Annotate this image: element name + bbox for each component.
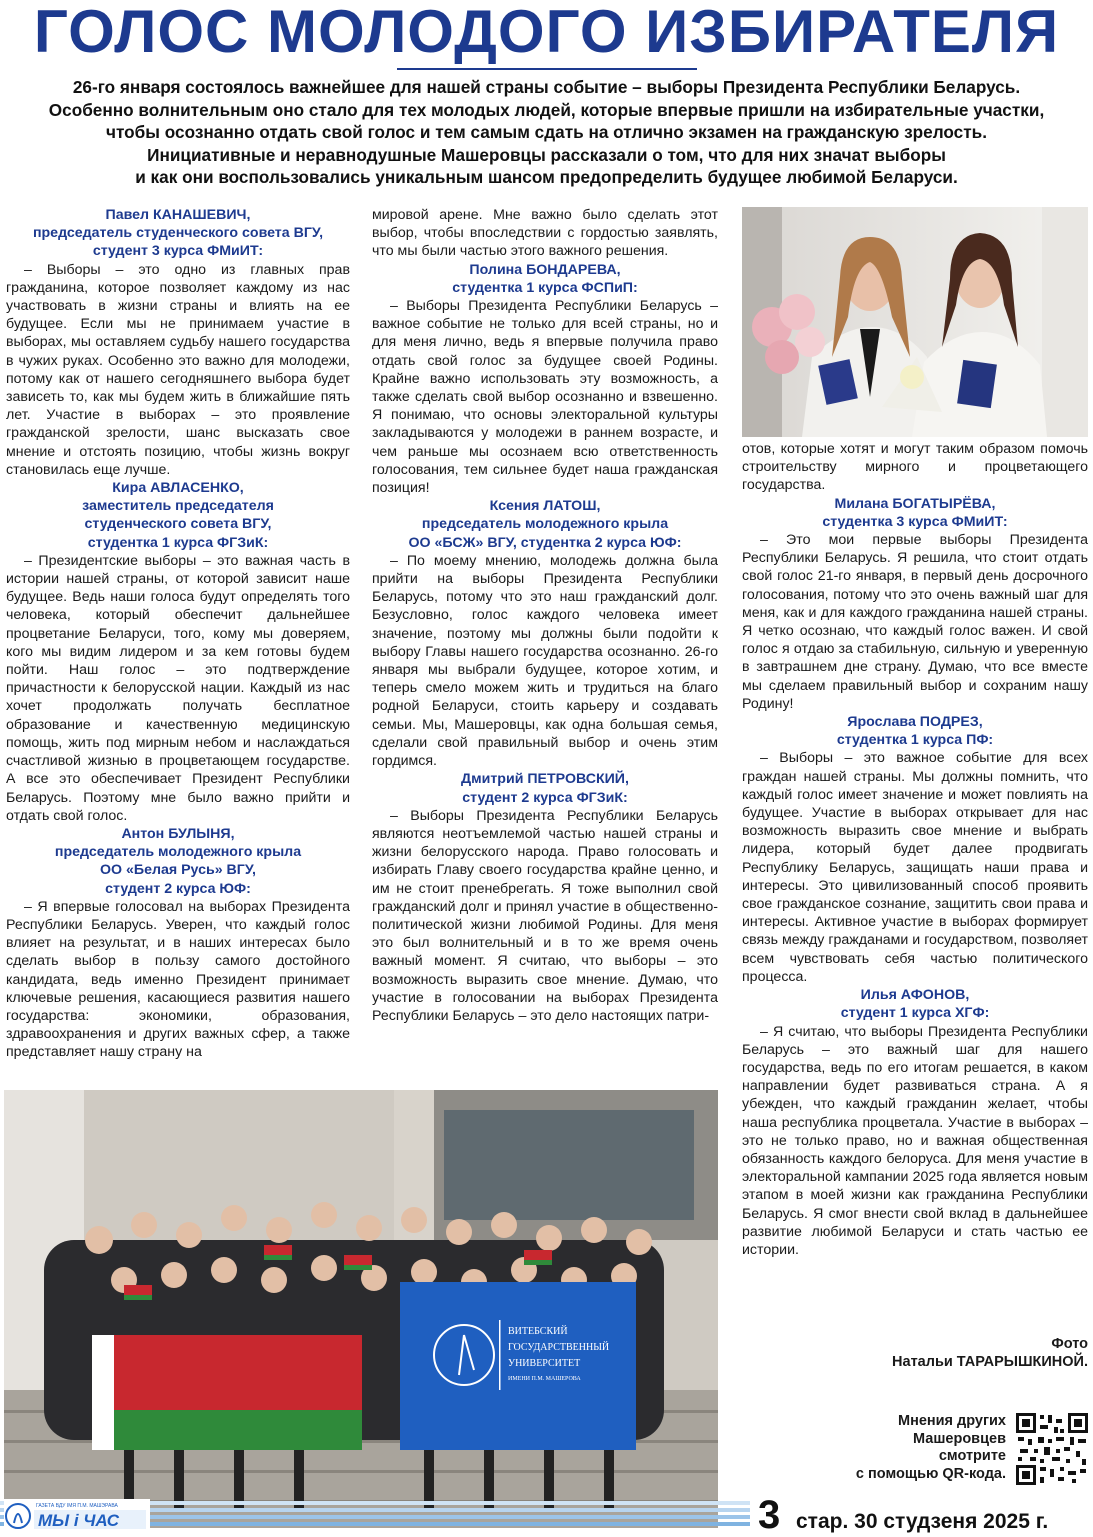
photo-credit [742, 1335, 1088, 1371]
speaker-name: Полина БОНДАРЕВА, [469, 261, 621, 278]
speaker-name: Кира АВЛАСЕНКО, [112, 480, 244, 497]
speaker-name: Ярослава ПОДРЕЗ, [847, 714, 983, 731]
speaker-course: студент 3 курса ФМиИТ: [92, 243, 264, 260]
quote-continuation: отов, которые хотят и могут таким образом помочь строительству мирного и процветающего государства. [742, 441, 1088, 494]
issue-date: стар. 30 студзеня 2025 г. [796, 1510, 1049, 1533]
newspaper-logo[interactable] [4, 1499, 150, 1531]
quote-text: – Я считаю, что выборы Президента Республики Беларусь – это важный шаг для нашего государства, ведь по его итогам решается, в каком направлении будет развиваться страна. А я убежден, что каждый гражданин желает, чтобы наша республика процветала. Участие в выборах – это не только право, но и важная общественная обязанность каждого белоруса. Для меня участие в электоральной кампании 2025 года является новым этапом в моей жизни как гражданина Республики Беларусь. Я смог внести свой вклад в дальнейшее развитие любимой Беларуси и стать частью ее истории. [742, 1023, 1088, 1258]
group-illustration [4, 1090, 718, 1528]
lead-line: Инициативные и неравнодушные Машеровцы рассказали о том, что для них значат выборы [147, 144, 946, 165]
column-2 [372, 206, 718, 1025]
quote-text: – Это мои первые выборы Президента Республики Беларусь. Я решила, что стоит отдать свой голос 21-го января, в первый день досрочного голосования, потому что это очень важный шаг для меня, как и для каждого гражданина нашей страны. Я четко осознаю, что каждый голос важен. И свой голос я отдаю за стабильную, сильную и уверенную в завтрашнем дне страну. Думаю, что все вместе мы сделаем правильный выбор и сохраним нашу Родину! [742, 532, 1088, 712]
quote-text: – По моему мнению, молодежь должна была прийти на выборы Президента Республики Беларусь, потому что это наш гражданский долг. Безусловно, голос каждого человека имеет значение, поэтому мы должны были подойти к выбору Главы нашего государства осознанно. 26-го января мы выбрали будущее, которое хотим, и теперь смело можем жить и трудиться на благо родной Беларуси, стоить карьеру и создавать семьи. Мы, Машеровцы, как одна большая семья, сделали свой правильный выбор и очень этим гордимся. [372, 552, 718, 770]
students-photo [742, 207, 1088, 437]
qr-note-line: с помощью QR-кода. [855, 1465, 1006, 1482]
lead-line: Особенно волнительным оно стало для тех молодых людей, которые впервые пришли на избирательные участки, [48, 99, 1045, 120]
quote-continuation: мировой арене. Мне важно было сделать этот выбор, чтобы впоследствии с гордостью заявлять, что мы были частью этого важного решения. [372, 207, 718, 260]
speaker-role: заместитель председателя [82, 498, 274, 515]
column-3 [742, 440, 1088, 1259]
logo-small-text: ГАЗЕТА ВДУ ІМЯ П.М. МАШЭРАВА [36, 1503, 118, 1509]
quote-text: – Выборы – это важное событие для всех граждан нашей страны. Мы должны помнить, что каждый голос имеет значение и может повлиять на будущее. Участие в выборах открывает для нас возможность выразить свое мнение и выбрать лидера, который будет далее продвигать Республику Беларусь, защищать наши права и интересы. Это цивилизованный способ проявить свое гражданское сознание, защитить свои права и интересы. Активное участие в выборах формирует связь между гражданами и государством, позволяет всем чувствовать себя частью политического процесса. [742, 750, 1088, 985]
qr-code-icon [1016, 1413, 1088, 1485]
banner-line-1: ВИТЕБСКИЙ [508, 1326, 568, 1337]
page-headline: ГОЛОС МОЛОДОГО ИЗБИРАТЕЛЯ [33, 0, 1060, 65]
speaker-name: Илья АФОНОВ, [860, 987, 970, 1004]
quote-text: – Президентские выборы – это важная часть в истории нашей страны, от которой зависит наше будущее. Ведь наши голоса будут определять того человека, который обеспечит дальнейшее процветание Беларуси, того, кому мы доверяем, кого мы видим лидером и за кем готовы будем пойти. Наш голос – это подтверждение причастности к белорусской нации. Каждый из нас хочет продолжать получать бесплатное образование и качественную медицинскую помощь, жить под мирным небом и наслаждаться счастливой жизнью в процветающем государстве. А все это обеспечивает Президент Республики Беларусь. Поэтому мне было важно прийти и отдать свой голос. [6, 552, 350, 824]
banner-line-2: ГОСУДАРСТВЕННЫЙ [508, 1342, 610, 1353]
speaker-course: студентка 1 курса ФСПиП: [452, 279, 638, 296]
qr-note-line: Мнения других [897, 1413, 1006, 1429]
column-1 [6, 206, 350, 1062]
credit-author: Натальи ТАРАРЫШКИНОЙ. [892, 1354, 1088, 1370]
speaker-name: Милана БОГАТЫРЁВА, [834, 495, 996, 512]
banner-line-4: ИМЕНИ П.М. МАШЕРОВА [508, 1376, 581, 1382]
lead-line: чтобы осознанно отдать свой голос и тем самым сдать на отлично экзамен на гражданскую зрелость. [106, 122, 987, 142]
qr-note-line: Машеровцев [913, 1430, 1006, 1447]
speaker-name: Ксения ЛАТОШ, [489, 498, 601, 515]
qr-note-line: смотрите [938, 1448, 1006, 1464]
speaker-course: студент 2 курса ЮФ: [105, 880, 251, 897]
quote-text: – Выборы Президента Республики Беларусь – важное событие не только для всей страны, но и для меня лично, ведь я впервые получила право отдать свой голос за будущее своей Родины. Крайне важно использовать эту возможность, а также сделать свой выбор осознанно и взвешенно. Я понимаю, что основы электоральной культуры закладываются у молодежи в раннем возрасте, и чем раньше мы осознаем всю ответственность голосования, тем сильнее будет наша гражданская позиция! [372, 298, 718, 497]
speaker-name: Павел КАНАШЕВИЧ, [105, 207, 251, 223]
headline-rule [397, 68, 697, 70]
banner-line-3: УНИВЕРСИТЕТ [508, 1358, 581, 1369]
speaker-course: ОО «БСЖ» ВГУ, студентка 2 курса ЮФ: [408, 534, 682, 551]
speaker-role: студенческого совета ВГУ, [84, 516, 272, 533]
speaker-name: Антон БУЛЫНЯ, [121, 825, 235, 842]
credit-label: Фото [1051, 1336, 1088, 1352]
qr-code[interactable] [1016, 1413, 1088, 1485]
students-illustration [742, 207, 1088, 437]
qr-note [820, 1413, 1006, 1483]
speaker-course: студентка 1 курса ПФ: [836, 732, 994, 749]
lead-line: и как они воспользовались уникальным шансом предопределить будущее любимой Беларуси. [135, 167, 958, 187]
speaker-role: председатель молодежного крыла [421, 516, 669, 533]
quote-text: – Выборы Президента Республики Беларусь являются неотъемлемой частью нашей страны и жизни белорусского народа. Право голосовать и избирать Главу своего государства крайне ценно, и им не стоит пренебрегать. Я тоже выполнил свой гражданский долг и принял участие в общественно-политической жизни любимой Родины. Для меня это был волнительный и в то же время очень важный момент. Я считаю, что выборы – это возможность выразить свое мнение. Думаю, что участие в голосовании на выборах Президента Республики Беларусь – это дело настоящих патри- [372, 807, 718, 1024]
logo-text: МЫ і ЧАС [38, 1511, 120, 1530]
lead-line: 26-го января состоялось важнейшее для нашей страны событие – выборы Президента Республики Беларусь. [72, 77, 1021, 97]
speaker-role: председатель молодежного крыла [54, 844, 302, 861]
page-number: 3 [758, 1493, 781, 1537]
speaker-course: студент 2 курса ФГЗиК: [462, 789, 628, 806]
speaker-course: студент 1 курса ХГФ: [840, 1005, 990, 1022]
speaker-name: Дмитрий ПЕТРОВСКИЙ, [461, 771, 629, 788]
speaker-course: студентка 1 курса ФГЗиК: [87, 534, 269, 551]
speaker-course: студентка 3 курса ФМиИТ: [822, 513, 1008, 530]
speaker-role: председатель студенческого совета ВГУ, [32, 225, 324, 242]
quote-text: – Я впервые голосовал на выборах Президента Республики Беларусь. Уверен, что каждый голос влияет на результат, и в наших интересах было сделать выбор в пользу самого достойного кандидата, ведь именно Президент принимает ключевые решения, касающиеся развития нашего государства: экономики, образования, здравоохранения и других важных сфер, а также представляет нашу страну на [6, 898, 350, 1061]
group-photo [4, 1090, 718, 1528]
quote-text: – Выборы – это одно из главных прав гражданина, которое позволяет каждому из нас участвовать в жизни страны и влиять на ее будущее. Если мы не принимаем участие в выборах, мы оставляем судьбу нашего государства в чужих руках. Особенно это важно для молодежи, потому как от нашего сегодняшнего выбора будет зависеть то, как мы будем жить в ближайшие пять лет. Участие в выборах – это проявление гражданской зрелости, шанс высказать свое мнение и отстоять позицию, чтобы жизнь вокруг становилась еще лучше. [6, 261, 350, 478]
speaker-role: ОО «Белая Русь» ВГУ, [99, 862, 256, 879]
lead-paragraph [0, 76, 1093, 189]
